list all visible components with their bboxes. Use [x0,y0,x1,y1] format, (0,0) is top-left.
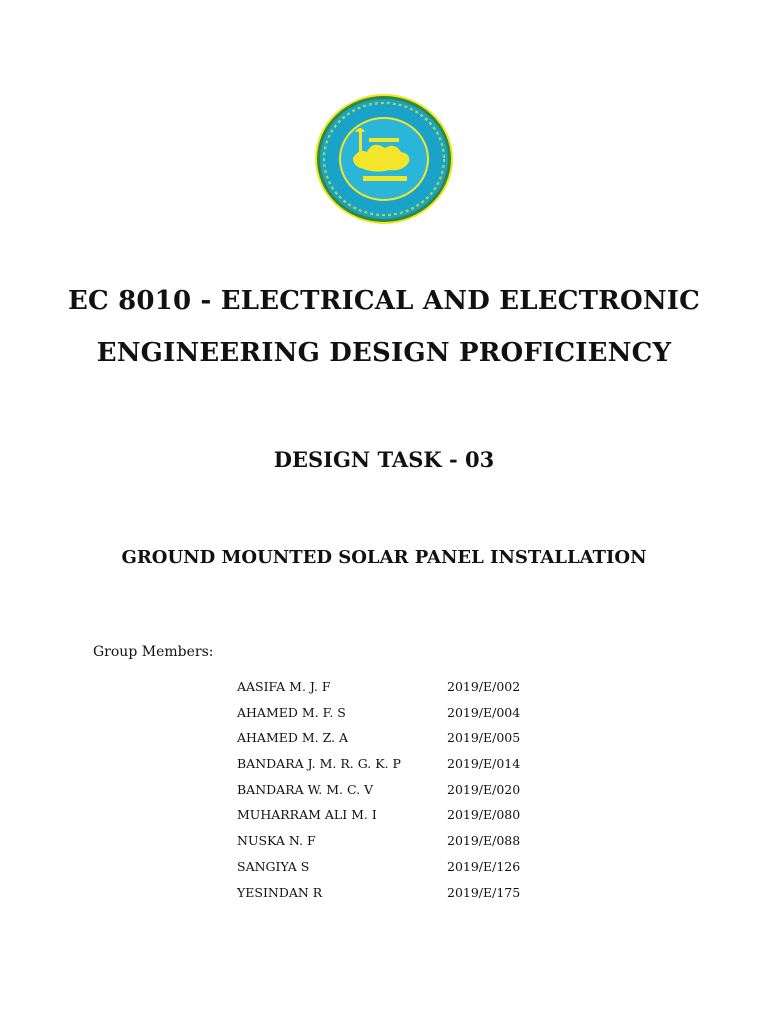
member-row [237,730,597,756]
university-seal-logo [313,92,455,226]
member-id: 2019/E/004 [447,704,521,720]
member-name: BANDARA W. M. C. V [237,781,374,797]
member-row [237,756,597,782]
group-members-label: Group Members: [93,644,214,660]
member-name: BANDARA J. M. R. G. K. P [237,756,401,772]
member-row [237,859,597,885]
member-name: AHAMED M. Z. A [237,730,349,746]
member-row [237,679,597,705]
member-id: 2019/E/080 [447,807,521,823]
member-id: 2019/E/126 [447,858,521,874]
member-name: NUSKA N. F [237,833,316,849]
member-id: 2019/E/175 [447,884,521,900]
member-name: YESINDAN R [237,884,323,900]
member-row [237,885,597,911]
member-name: AASIFA M. J. F [237,679,331,694]
member-id: 2019/E/005 [447,730,521,746]
member-id: 2019/E/020 [447,781,521,797]
document-title-line-2: ENGINEERING DESIGN PROFICIENCY [96,338,672,368]
project-subtitle: GROUND MOUNTED SOLAR PANEL INSTALLATION [121,547,647,568]
member-row [237,807,597,833]
member-id: 2019/E/002 [447,679,521,694]
member-id: 2019/E/014 [447,756,521,772]
member-name: MUHARRAM ALI M. I [237,807,377,823]
member-row [237,705,597,731]
members-list [237,679,597,910]
member-row [237,833,597,859]
member-id: 2019/E/088 [447,833,521,849]
design-task-heading: DESIGN TASK - 03 [273,447,495,472]
member-name: AHAMED M. F. S [237,704,346,720]
member-name: SANGIYA S [237,858,310,874]
member-row [237,782,597,808]
document-title-line-1: EC 8010 - ELECTRICAL AND ELECTRONIC [67,286,701,316]
